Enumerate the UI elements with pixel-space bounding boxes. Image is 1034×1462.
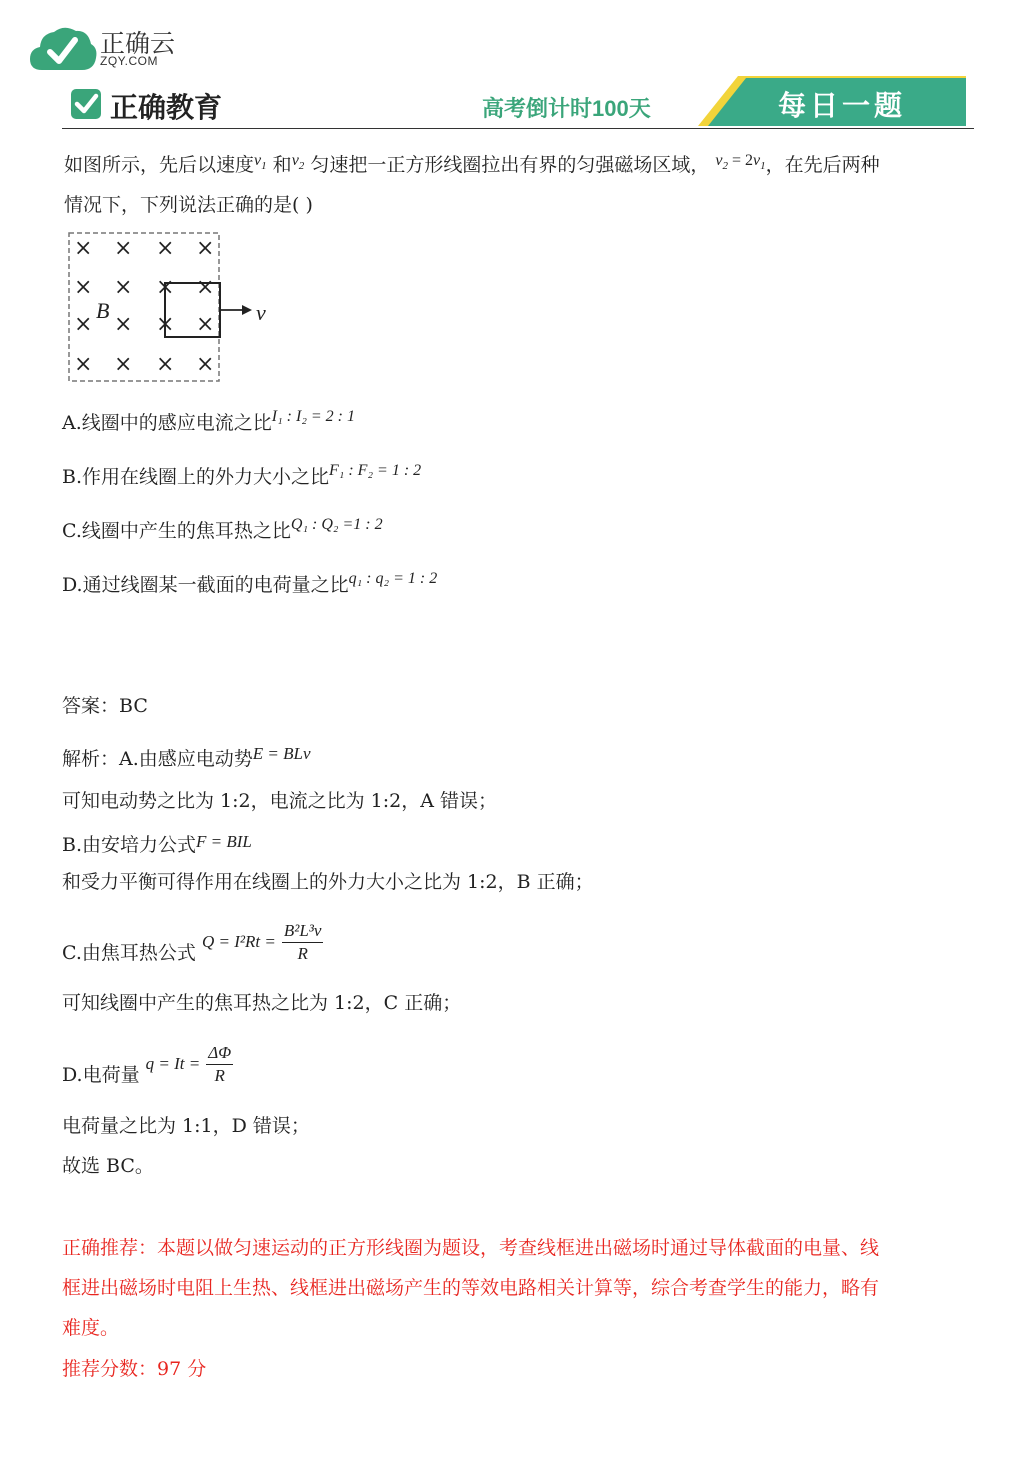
analysis-c-fraction <box>282 920 324 965</box>
v2-symbol: v2 <box>291 152 305 173</box>
banner-text: 每日一题 <box>778 90 907 121</box>
option-c-text: C.线圈中产生的焦耳热之比 <box>62 520 291 542</box>
cross-1: × <box>74 236 93 261</box>
cross-6: × <box>114 275 133 300</box>
analysis-d-fraction <box>206 1042 233 1087</box>
option-d-text: D.通过线圈某一截面的电荷量之比 <box>62 574 349 596</box>
option-b-formula: F₁ : F₂ = 1 : 2 <box>329 462 422 479</box>
field-label-b: B <box>96 298 110 323</box>
analysis-b <box>62 827 252 860</box>
option-b[interactable] <box>62 456 421 492</box>
cross-12: × <box>196 312 215 337</box>
option-d-formula: q₁ : q₂ = 1 : 2 <box>348 570 438 587</box>
cross-5: × <box>74 275 93 300</box>
cross-9: × <box>74 312 93 337</box>
check-box-icon <box>70 88 102 120</box>
analysis-c-result: 可知线圈中产生的焦耳热之比为 1:2，C 正确； <box>62 992 462 1014</box>
velocity-label-v: v <box>256 300 266 325</box>
analysis-c-numerator: B²L³v <box>282 920 324 943</box>
cross-14: × <box>114 352 133 377</box>
analysis-a <box>62 739 311 774</box>
option-c[interactable] <box>62 510 383 546</box>
analysis-a-result: 可知电动势之比为 1:2，电流之比为 1:2，A 错误； <box>62 790 497 812</box>
analysis-conclusion: 故选 BC。 <box>62 1155 154 1177</box>
recommend-line-1: 正确推荐：本题以做匀速运动的正方形线圈为题设，考查线框进出磁场时通过导体截面的电量、线 <box>62 1237 880 1259</box>
option-a[interactable] <box>62 402 355 438</box>
question-text-a: 如图所示，先后以速度 <box>64 154 255 176</box>
magnetic-field-figure <box>66 230 276 386</box>
logo-name: 正确云 <box>100 30 176 58</box>
analysis-c-text: C.由焦耳热公式 <box>62 942 196 964</box>
question-text-c: ，在先后两种 <box>765 154 880 176</box>
analysis-c-denominator: R <box>297 943 308 963</box>
cross-8: × <box>196 275 215 300</box>
question-text-b: 匀速把一正方形线圈拉出有界的匀强磁场区域， <box>310 154 710 176</box>
option-a-text: A.线圈中的感应电流之比 <box>62 412 272 434</box>
cross-16: × <box>196 352 215 377</box>
analysis-b-formula: F = BIL <box>196 832 252 851</box>
analysis-b-text: B.由安培力公式 <box>62 834 197 856</box>
cross-15: × <box>156 352 175 377</box>
and-text: 和 <box>272 154 292 176</box>
analysis-d-result: 电荷量之比为 1:1，D 错误； <box>62 1115 310 1137</box>
recommend-score: 推荐分数：97 分 <box>62 1358 207 1380</box>
header-divider <box>62 128 974 129</box>
cross-10: × <box>114 312 133 337</box>
analysis-c <box>62 918 323 966</box>
option-d[interactable] <box>62 564 437 600</box>
v1-symbol: v1 <box>254 152 267 173</box>
countdown-text: 高考倒计时100天 <box>482 96 651 121</box>
analysis-b-result: 和受力平衡可得作用在线圈上的外力大小之比为 1:2，B 正确； <box>62 871 594 893</box>
analysis-a-formula: E = BLv <box>252 744 311 763</box>
recommend-line-3: 难度。 <box>62 1317 120 1339</box>
question-line-1 <box>64 146 880 181</box>
org-name: 正确教育 <box>110 92 223 123</box>
analysis-d-denominator: R <box>214 1065 225 1085</box>
recommend-line-2: 框进出磁场时电阻上生热、线框进出磁场产生的等效电路相关计算等，综合考查学生的能力，略有 <box>62 1277 880 1299</box>
option-a-formula: I₁ : I₂ = 2 : 1 <box>271 408 355 425</box>
option-b-text: B.作用在线圈上的外力大小之比 <box>62 466 330 488</box>
cross-13: × <box>74 352 93 377</box>
cloud-check-icon <box>28 22 98 74</box>
velocity-relation: v2 = 2v1 <box>715 152 766 173</box>
logo-url: ZQY.COM <box>100 54 158 68</box>
answer: 答案：BC <box>62 695 148 717</box>
analysis-d <box>62 1040 233 1088</box>
analysis-d-numerator: ΔΦ <box>206 1042 233 1065</box>
cross-2: × <box>114 236 133 261</box>
cross-7: × <box>156 275 175 300</box>
option-c-formula: Q₁ : Q₂ =1 : 2 <box>290 516 383 533</box>
zqy-logo <box>28 22 178 74</box>
analysis-c-formula: Q = I²Rt = <box>201 932 276 951</box>
cross-11: × <box>156 312 175 337</box>
question-line-2: 情况下，下列说法正确的是( ) <box>64 194 313 216</box>
cross-3: × <box>156 236 175 261</box>
analysis-a-text: 解析：A.由感应电动势 <box>62 748 253 770</box>
cross-4: × <box>196 236 215 261</box>
analysis-d-text: D.电荷量 <box>62 1064 140 1086</box>
analysis-d-formula: q = It = <box>145 1054 201 1073</box>
